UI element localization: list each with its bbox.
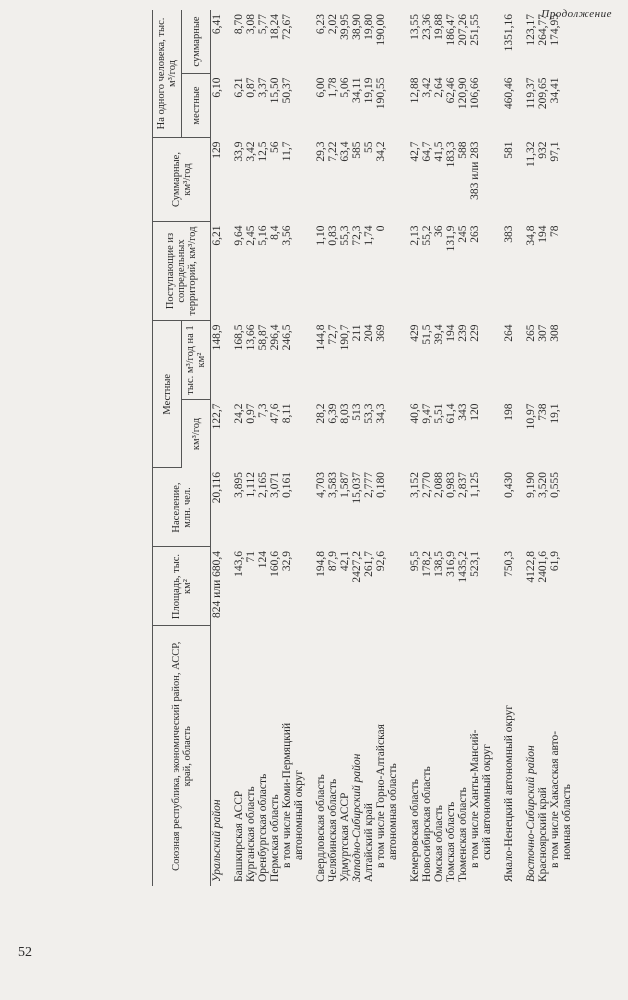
cell-km3: 198 — [503, 403, 515, 421]
cell-total: 34,2 — [375, 141, 387, 162]
cell-pop: 0,180 — [375, 472, 387, 498]
cell-name: Западно-Сибирский район — [351, 753, 363, 882]
cell-inc: 9,64 — [233, 225, 245, 246]
table-row — [537, 10, 549, 886]
cell-pt: 13,55 — [409, 14, 421, 40]
cell-name: Пермская область — [269, 794, 281, 882]
cell-area: 261,7 — [363, 551, 375, 577]
cell-name: в том числе Горно-Алтайская — [375, 724, 387, 868]
cell-total: 581 — [503, 141, 515, 159]
cell-km3: 5,51 — [433, 403, 445, 424]
cell-km3: 513 — [351, 403, 363, 421]
cell-pt: 38,90 — [351, 14, 363, 40]
cell-total: 55 — [363, 141, 375, 153]
cell-km3: 0,97 — [245, 403, 257, 424]
cell-km3: 8,11 — [281, 403, 293, 424]
table-row — [469, 10, 481, 886]
table-row — [245, 10, 257, 886]
row-gap — [515, 10, 525, 886]
cell-name: Новосибирская область — [421, 766, 433, 882]
cell-pt: 23,36 — [421, 14, 433, 40]
header-pp-local: местные — [182, 74, 211, 138]
cell-per_km2: 296,4 — [269, 324, 281, 351]
cell-pl: 34,11 — [351, 77, 363, 103]
cell-per_km2: 144,8 — [315, 324, 327, 351]
cell-per_km2: 369 — [375, 324, 387, 342]
cell-pl — [387, 74, 399, 138]
cell-pop — [561, 468, 573, 547]
table-row — [457, 10, 469, 886]
cell-pt: 251,55 — [469, 14, 481, 46]
cell-area: 124 — [257, 551, 269, 569]
cell-per_km2: 13,66 — [245, 324, 257, 351]
cell-pl: 460,46 — [503, 77, 515, 110]
cell-km3 — [293, 400, 305, 469]
cell-km3: 7,3 — [257, 403, 269, 418]
cell-pt: 2,02 — [327, 14, 339, 35]
cell-pt: 174,95 — [549, 14, 561, 46]
cell-per_km2: 58,87 — [257, 324, 269, 351]
cell-pop: 2,770 — [421, 472, 433, 498]
table-row — [281, 10, 293, 886]
cell-km3: 61,4 — [445, 403, 457, 424]
cell-inc — [481, 222, 493, 321]
header-region: Союзная республика, экономический район, АССР, край, область — [153, 626, 211, 886]
cell-pop: 20,116 — [211, 472, 223, 504]
cell-inc — [387, 222, 399, 321]
cell-total — [561, 138, 573, 222]
cell-km3: 738 — [537, 403, 549, 421]
cell-km3: 47,6 — [269, 403, 281, 424]
cell-total: 56 — [269, 141, 281, 153]
cell-name: Курганская область — [245, 786, 257, 882]
cell-pl: 190,55 — [375, 77, 387, 110]
rotated-table — [152, 0, 628, 886]
cell-per_km2: 246,5 — [281, 324, 293, 351]
cell-inc: 3,56 — [281, 225, 293, 246]
cell-pop: 9,190 — [525, 472, 537, 498]
cell-pl: 0,87 — [245, 77, 257, 98]
cell-total: 42,7 — [409, 141, 421, 162]
cell-pl: 12,88 — [409, 77, 421, 104]
continuation-label: Продолжение — [541, 8, 612, 20]
cell-km3: 40,6 — [409, 403, 421, 424]
cell-pl: 50,37 — [281, 77, 293, 104]
cell-per_km2: 204 — [363, 324, 375, 342]
cell-pl: 106,66 — [469, 77, 481, 110]
cell-name: Кемеровская область — [409, 779, 421, 882]
table-row — [363, 10, 375, 886]
cell-pt — [293, 10, 305, 74]
cell-pop: 3,895 — [233, 472, 245, 498]
cell-inc: 194 — [537, 225, 549, 243]
cell-pt: 6,23 — [315, 14, 327, 35]
cell-pop: 15,037 — [351, 472, 363, 504]
cell-per_km2: 72,7 — [327, 324, 339, 345]
cell-total — [481, 138, 493, 222]
table-row — [211, 10, 224, 886]
cell-area: 143,6 — [233, 551, 245, 577]
cell-km3 — [481, 400, 493, 469]
header-area: Площадь, тыс. км² — [153, 547, 211, 626]
cell-pt: 190,00 — [375, 14, 387, 46]
cell-pop: 2,777 — [363, 472, 375, 498]
table-row — [257, 10, 269, 886]
cell-inc: 34,8 — [525, 225, 537, 246]
cell-inc: 131,9 — [445, 225, 457, 252]
cell-pt: 123,17 — [525, 14, 537, 46]
cell-area: 523,1 — [469, 551, 481, 577]
header-per-person: На одного человека, тыс. м³/год — [153, 10, 182, 138]
cell-total: 12,5 — [257, 141, 269, 162]
table-row — [375, 10, 387, 886]
cell-km3 — [387, 400, 399, 469]
cell-total: 7,22 — [327, 141, 339, 162]
cell-km3: 6,39 — [327, 403, 339, 424]
cell-pop — [387, 468, 399, 547]
cell-name: Челябинская область — [327, 778, 339, 882]
cell-per_km2: 239 — [457, 324, 469, 342]
table-row — [327, 10, 339, 886]
row-gap — [305, 10, 315, 886]
cell-total — [387, 138, 399, 222]
cell-name: Ямало-Ненецкий автономный округ — [503, 704, 515, 882]
cell-area: 178,2 — [421, 551, 433, 577]
cell-pop: 0,430 — [503, 472, 515, 498]
cell-per_km2: 190,7 — [339, 324, 351, 351]
cell-per_km2: 194 — [445, 324, 457, 342]
cell-per_km2: 211 — [351, 324, 363, 342]
cell-pl — [293, 74, 305, 138]
table-row — [433, 10, 445, 886]
header-local-per-km2: тыс. м³/год на 1 км² — [182, 321, 211, 400]
cell-area: 32,9 — [281, 551, 293, 572]
cell-pl: 34,41 — [549, 77, 561, 104]
cell-per_km2 — [293, 321, 305, 400]
cell-inc: 2,13 — [409, 225, 421, 246]
cell-total: 11,7 — [281, 141, 293, 162]
cell-per_km2: 307 — [537, 324, 549, 342]
cell-name: Тюменская область — [457, 787, 469, 882]
cell-area: 316,9 — [445, 551, 457, 577]
cell-name: в том числе Коми-Пермяцкий — [281, 722, 293, 868]
cell-km3: 9,47 — [421, 403, 433, 424]
cell-per_km2 — [561, 321, 573, 400]
gap-cell — [305, 10, 315, 886]
cell-inc — [293, 222, 305, 321]
cell-pl: 1,78 — [327, 77, 339, 98]
table-row — [351, 10, 363, 886]
cell-total: 3,42 — [245, 141, 257, 162]
cell-name: Башкирская АССР — [233, 790, 245, 882]
cell-area: 4122,8 — [525, 551, 537, 583]
cell-pop: 4,703 — [315, 472, 327, 498]
cell-inc: 55,2 — [421, 225, 433, 246]
cell-pl — [561, 74, 573, 138]
cell-pl: 119,37 — [525, 77, 537, 109]
cell-per_km2: 429 — [409, 324, 421, 342]
cell-total: 97,1 — [549, 141, 561, 162]
cell-area: 61,9 — [549, 551, 561, 572]
cell-km3: 19,1 — [549, 403, 561, 424]
cell-km3: 122,7 — [211, 403, 223, 430]
cell-pop — [293, 468, 305, 547]
cell-pop: 1,125 — [469, 472, 481, 498]
cell-pt: 207,26 — [457, 14, 469, 46]
cell-name: Омская область — [433, 805, 445, 882]
cell-area — [387, 547, 399, 626]
cell-total — [293, 138, 305, 222]
cell-inc: 0 — [375, 225, 387, 232]
cell-pt — [481, 10, 493, 74]
table-row — [293, 10, 305, 886]
cell-inc: 263 — [469, 225, 481, 243]
table-container — [152, 0, 573, 886]
row-gap — [493, 10, 503, 886]
cell-per_km2: 168,5 — [233, 324, 245, 351]
cell-pl: 5,06 — [339, 77, 351, 98]
cell-pop: 3,520 — [537, 472, 549, 498]
cell-per_km2: 51,5 — [421, 324, 433, 345]
cell-total: 33,9 — [233, 141, 245, 162]
cell-inc: 1,10 — [315, 225, 327, 246]
cell-per_km2 — [387, 321, 399, 400]
cell-total: 932 — [537, 141, 549, 159]
cell-area — [293, 547, 305, 626]
cell-name: Алтайский край — [363, 803, 375, 882]
cell-pop: 1,112 — [245, 472, 257, 498]
table-row — [233, 10, 245, 886]
cell-pl — [481, 74, 493, 138]
cell-area: 87,9 — [327, 551, 339, 572]
cell-total: 585 — [351, 141, 363, 159]
cell-name: номная область — [561, 784, 573, 860]
cell-inc: 0,83 — [327, 225, 339, 246]
page-number: 52 — [18, 945, 32, 960]
cell-inc: 55,3 — [339, 225, 351, 246]
cell-name: Свердловская область — [315, 774, 327, 882]
cell-pl: 6,21 — [233, 77, 245, 98]
header-incoming: Поступающие из сопредельных территорий, км³/год — [153, 222, 211, 321]
cell-inc: 8,4 — [269, 225, 281, 240]
cell-total: 29,3 — [315, 141, 327, 162]
cell-name: в том числе Хакасская авто- — [549, 730, 561, 868]
cell-pt — [387, 10, 399, 74]
cell-total: 383 или 283 — [469, 141, 481, 200]
cell-area: 1435,2 — [457, 551, 469, 583]
cell-pop: 2,837 — [457, 472, 469, 498]
cell-pop — [481, 468, 493, 547]
cell-km3: 8,03 — [339, 403, 351, 424]
cell-per_km2: 39,4 — [433, 324, 445, 345]
water-resources-table — [152, 10, 573, 886]
cell-pl: 6,10 — [211, 77, 223, 98]
cell-area: 42,1 — [339, 551, 351, 572]
cell-inc: 1,74 — [363, 225, 375, 246]
cell-total: 64,7 — [421, 141, 433, 162]
cell-pt: 8,70 — [233, 14, 245, 35]
cell-area: 92,6 — [375, 551, 387, 572]
cell-pop: 0,161 — [281, 472, 293, 498]
cell-name: Красноярский край — [537, 787, 549, 882]
cell-pop: 1,587 — [339, 472, 351, 498]
cell-pt: 19,80 — [363, 14, 375, 40]
cell-km3: 53,3 — [363, 403, 375, 424]
cell-name: автономный округ — [293, 769, 305, 860]
gap-cell — [399, 10, 409, 886]
table-row — [339, 10, 351, 886]
cell-pt: 186,47 — [445, 14, 457, 46]
cell-area: 71 — [245, 551, 257, 563]
header-population: Население, млн. чел. — [153, 468, 211, 547]
cell-pop: 3,071 — [269, 472, 281, 498]
gap-cell — [515, 10, 525, 886]
cell-pl: 15,50 — [269, 77, 281, 104]
cell-pt: 264,77 — [537, 14, 549, 46]
table-row — [315, 10, 327, 886]
cell-km3: 34,3 — [375, 403, 387, 424]
cell-pt: 3,08 — [245, 14, 257, 35]
cell-km3: 10,97 — [525, 403, 537, 430]
cell-inc: 383 — [503, 225, 515, 243]
cell-inc — [561, 222, 573, 321]
cell-pt: 72,67 — [281, 14, 293, 40]
cell-km3: 343 — [457, 403, 469, 421]
cell-km3: 28,2 — [315, 403, 327, 424]
cell-inc: 245 — [457, 225, 469, 243]
table-row — [549, 10, 561, 886]
gap-cell — [223, 10, 233, 886]
cell-pop: 0,555 — [549, 472, 561, 498]
table-body — [211, 10, 574, 886]
cell-pop: 3,152 — [409, 472, 421, 498]
cell-per_km2: 265 — [525, 324, 537, 342]
header-total: Суммарные, км³/год — [153, 138, 211, 222]
cell-area: 194,8 — [315, 551, 327, 577]
cell-pop: 2,088 — [433, 472, 445, 498]
cell-name: Удмуртская АССР — [339, 792, 351, 882]
cell-name: автономная область — [387, 763, 399, 860]
cell-per_km2 — [481, 321, 493, 400]
cell-total: 11,32 — [525, 141, 537, 167]
cell-pt: 19,88 — [433, 14, 445, 40]
table-row — [481, 10, 493, 886]
cell-pl: 3,37 — [257, 77, 269, 98]
cell-area: 2401,6 — [537, 551, 549, 583]
cell-km3: 24,2 — [233, 403, 245, 424]
cell-pl: 3,42 — [421, 77, 433, 98]
header-pp-total: суммарные — [182, 10, 211, 74]
cell-area: 824 или 680,4 — [211, 551, 223, 618]
table-row — [387, 10, 399, 886]
cell-km3 — [561, 400, 573, 469]
cell-name: Уральский район — [211, 799, 223, 882]
cell-pt: 18,24 — [269, 14, 281, 40]
cell-name: Оренбургская область — [257, 773, 269, 882]
cell-pop: 3,583 — [327, 472, 339, 498]
cell-per_km2: 229 — [469, 324, 481, 342]
cell-name: Восточно-Сибирский район — [525, 745, 537, 882]
cell-inc: 5,16 — [257, 225, 269, 246]
header-local: Местные — [153, 321, 182, 469]
cell-pl: 2,64 — [433, 77, 445, 98]
cell-area: 2427,2 — [351, 551, 363, 583]
cell-inc: 36 — [433, 225, 445, 237]
row-gap — [399, 10, 409, 886]
gap-cell — [493, 10, 503, 886]
cell-per_km2: 148,9 — [211, 324, 223, 351]
cell-total: 63,4 — [339, 141, 351, 162]
cell-pl: 62,46 — [445, 77, 457, 104]
header-local-km3: км³/год — [182, 400, 211, 469]
row-gap — [223, 10, 233, 886]
table-row — [409, 10, 421, 886]
table-row — [525, 10, 537, 886]
cell-pop: 0,983 — [445, 472, 457, 498]
cell-total: 129 — [211, 141, 223, 159]
cell-total: 588 — [457, 141, 469, 159]
cell-pt: 39,95 — [339, 14, 351, 40]
cell-inc: 6,21 — [211, 225, 223, 246]
cell-pt: 1351,16 — [503, 14, 515, 52]
cell-km3: 120 — [469, 403, 481, 421]
table-row — [269, 10, 281, 886]
cell-inc: 78 — [549, 225, 561, 237]
cell-pt: 6,41 — [211, 14, 223, 35]
cell-name: ский автономный округ — [481, 743, 493, 860]
cell-area: 138,5 — [433, 551, 445, 577]
cell-total: 183,3 — [445, 141, 457, 168]
cell-per_km2: 308 — [549, 324, 561, 342]
cell-inc: 72,3 — [351, 225, 363, 246]
cell-total: 41,5 — [433, 141, 445, 162]
cell-area — [561, 547, 573, 626]
table-row — [421, 10, 433, 886]
table-row — [561, 10, 573, 886]
cell-pl: 209,65 — [537, 77, 549, 110]
cell-area — [481, 547, 493, 626]
cell-pt: 5,77 — [257, 14, 269, 35]
cell-inc: 2,45 — [245, 225, 257, 246]
cell-pl: 120,90 — [457, 77, 469, 110]
cell-name: Томская область — [445, 801, 457, 882]
table-row — [503, 10, 515, 886]
cell-name: в том числе Ханты-Мансий- — [469, 729, 481, 868]
cell-pl: 19,19 — [363, 77, 375, 104]
cell-pt — [561, 10, 573, 74]
cell-pl: 6,00 — [315, 77, 327, 98]
cell-pop: 2,165 — [257, 472, 269, 498]
cell-area: 160,6 — [269, 551, 281, 577]
cell-area: 95,5 — [409, 551, 421, 572]
table-row — [445, 10, 457, 886]
cell-area: 750,3 — [503, 551, 515, 577]
cell-per_km2: 264 — [503, 324, 515, 342]
